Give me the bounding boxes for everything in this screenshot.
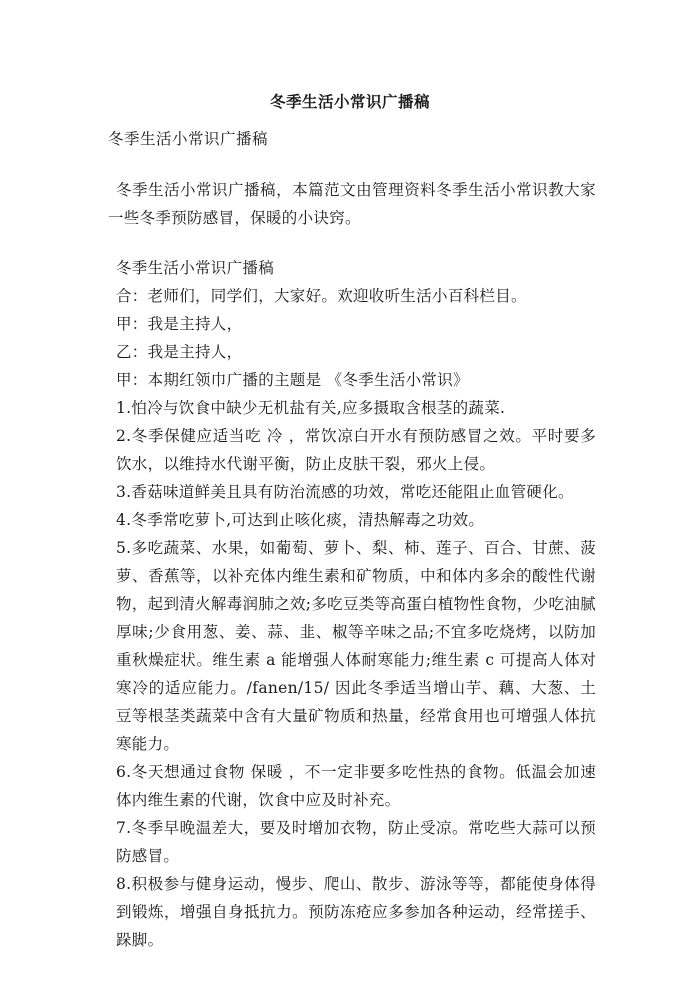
- tip-item: 5.多吃蔬菜、水果，如葡萄、萝卜、梨、柿、莲子、百合、甘蔗、菠萝、香蕉等，以补充体内维生素和矿物质，中和体内多余的酸性代谢物，起到清火解毒润肺之效;多吃豆类等高蛋白植物性食物，少吃油腻厚味;少食用葱、姜、蒜、韭、椒等辛味之品;不宜多吃烧烤，以防加重秋燥症状。维生素 a 能增强人体耐寒能力;维生素 c 可提高人体对寒冷的适应能力。/fanen/15/ 因此冬季适当增山芋、藕、大葱、土豆等根茎类蔬菜中含有大量矿物质和热量，经常食用也可增强人体抗寒能力。: [116, 539, 596, 753]
- tip-item: 1.怕冷与饮食中缺少无机盐有关,应多摄取含根茎的蔬菜.: [116, 399, 506, 417]
- document-subtitle: 冬季生活小常识广播稿: [108, 130, 269, 148]
- tip-item: 4.冬季常吃萝卜,可达到止咳化痰，清热解毒之功效。: [116, 511, 485, 529]
- dialog-line: 合：老师们，同学们，大家好。欢迎收听生活小百科栏目。: [116, 287, 527, 305]
- broadcast-body: [116, 254, 596, 954]
- tip-item: 6.冬天想通过食物 保暖 ，不一定非要多吃性热的食物。低温会加速体内维生素的代谢，饮食中应及时补充。: [116, 763, 596, 809]
- section-heading: 冬季生活小常识广播稿: [116, 259, 275, 277]
- tip-item: 3.香菇味道鲜美且具有防治流感的功效，常吃还能阻止血管硬化。: [116, 483, 574, 501]
- tip-item: 8.积极参与健身运动，慢步、爬山、散步、游泳等等，都能使身体得到锻炼，增强自身抵抗力。预防冻疮应多参加各种运动，经常搓手、跺脚。: [116, 875, 596, 949]
- page-title: 冬季生活小常识广播稿: [269, 92, 430, 111]
- tip-item: 2.冬季保健应适当吃 冷 ，常饮凉白开水有预防感冒之效。平时要多饮水，以维持水代谢平衡，防止皮肤干裂，邪火上侵。: [116, 427, 596, 473]
- dialog-line: 甲：我是主持人，: [116, 315, 243, 333]
- intro-paragraph: 冬季生活小常识广播稿，本篇范文由管理资料冬季生活小常识教大家一些冬季预防感冒，保暖的小诀窍。: [108, 181, 596, 227]
- tip-item: 7.冬季早晚温差大，要及时增加衣物，防止受凉。常吃些大蒜可以预防感冒。: [116, 819, 596, 865]
- dialog-line: 甲：本期红领巾广播的主题是 《冬季生活小常识》: [116, 371, 469, 389]
- dialog-line: 乙：我是主持人，: [116, 343, 243, 361]
